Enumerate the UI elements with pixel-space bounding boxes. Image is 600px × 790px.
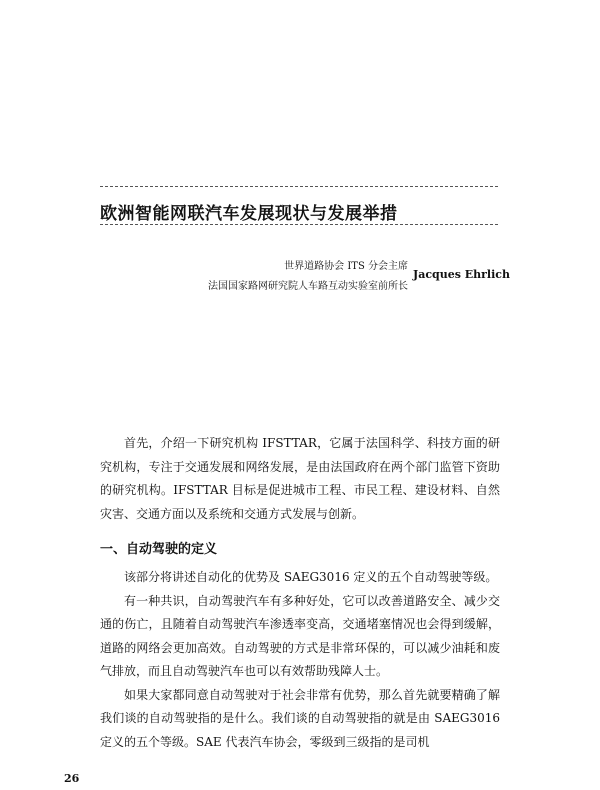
intro-paragraph: 首先，介绍一下研究机构 IFSTTAR，它属于法国科学、科技方面的研究机构，专注于交通发展和网络发展，是由法国政府在两个部门监管下资助的研究机构。IFSTTAR 目标是促进城市工程、市民工程、建设材料、自然灾害、交通方面以及系统和交通方式发展与创新。 xyxy=(100,436,500,521)
title-bottom-rule xyxy=(100,224,498,225)
intro-paragraph-block xyxy=(100,432,500,526)
section-paragraph-1: 该部分将讲述自动化的优势及 SAEG3016 定义的五个自动驾驶等级。 xyxy=(124,570,498,584)
page-number: 26 xyxy=(64,772,80,785)
article-title: 欧洲智能网联汽车发展现状与发展举措 xyxy=(100,204,398,224)
title-top-rule xyxy=(100,186,498,187)
section-body xyxy=(100,566,500,754)
section-paragraph-3: 如果大家都同意自动驾驶对于社会非常有优势，那么首先就要精确了解我们谈的自动驾驶指的是什么。我们谈的自动驾驶指的就是由 SAEG3016 定义的五个等级。SAE 代表汽车协会，零级到三级指的是司机 xyxy=(100,687,500,749)
author-affiliation-2: 法国国家路网研究院人车路互动实验室前所长 xyxy=(208,281,408,292)
author-name: Jacques Ehrlich xyxy=(413,268,510,281)
section-paragraph-2: 有一种共识，自动驾驶汽车有多种好处，它可以改善道路安全、减少交通的伤亡，且随着自动驾驶汽车渗透率变高，交通堵塞情况也会得到缓解，道路的网络会更加高效。自动驾驶的方式是非常环保的，可以减少油耗和废气排放，而且自动驾驶汽车也可以有效帮助残障人士。 xyxy=(100,593,500,678)
author-affiliation-1: 世界道路协会 ITS 分会主席 xyxy=(284,261,408,272)
section-heading: 一、自动驾驶的定义 xyxy=(100,542,218,557)
